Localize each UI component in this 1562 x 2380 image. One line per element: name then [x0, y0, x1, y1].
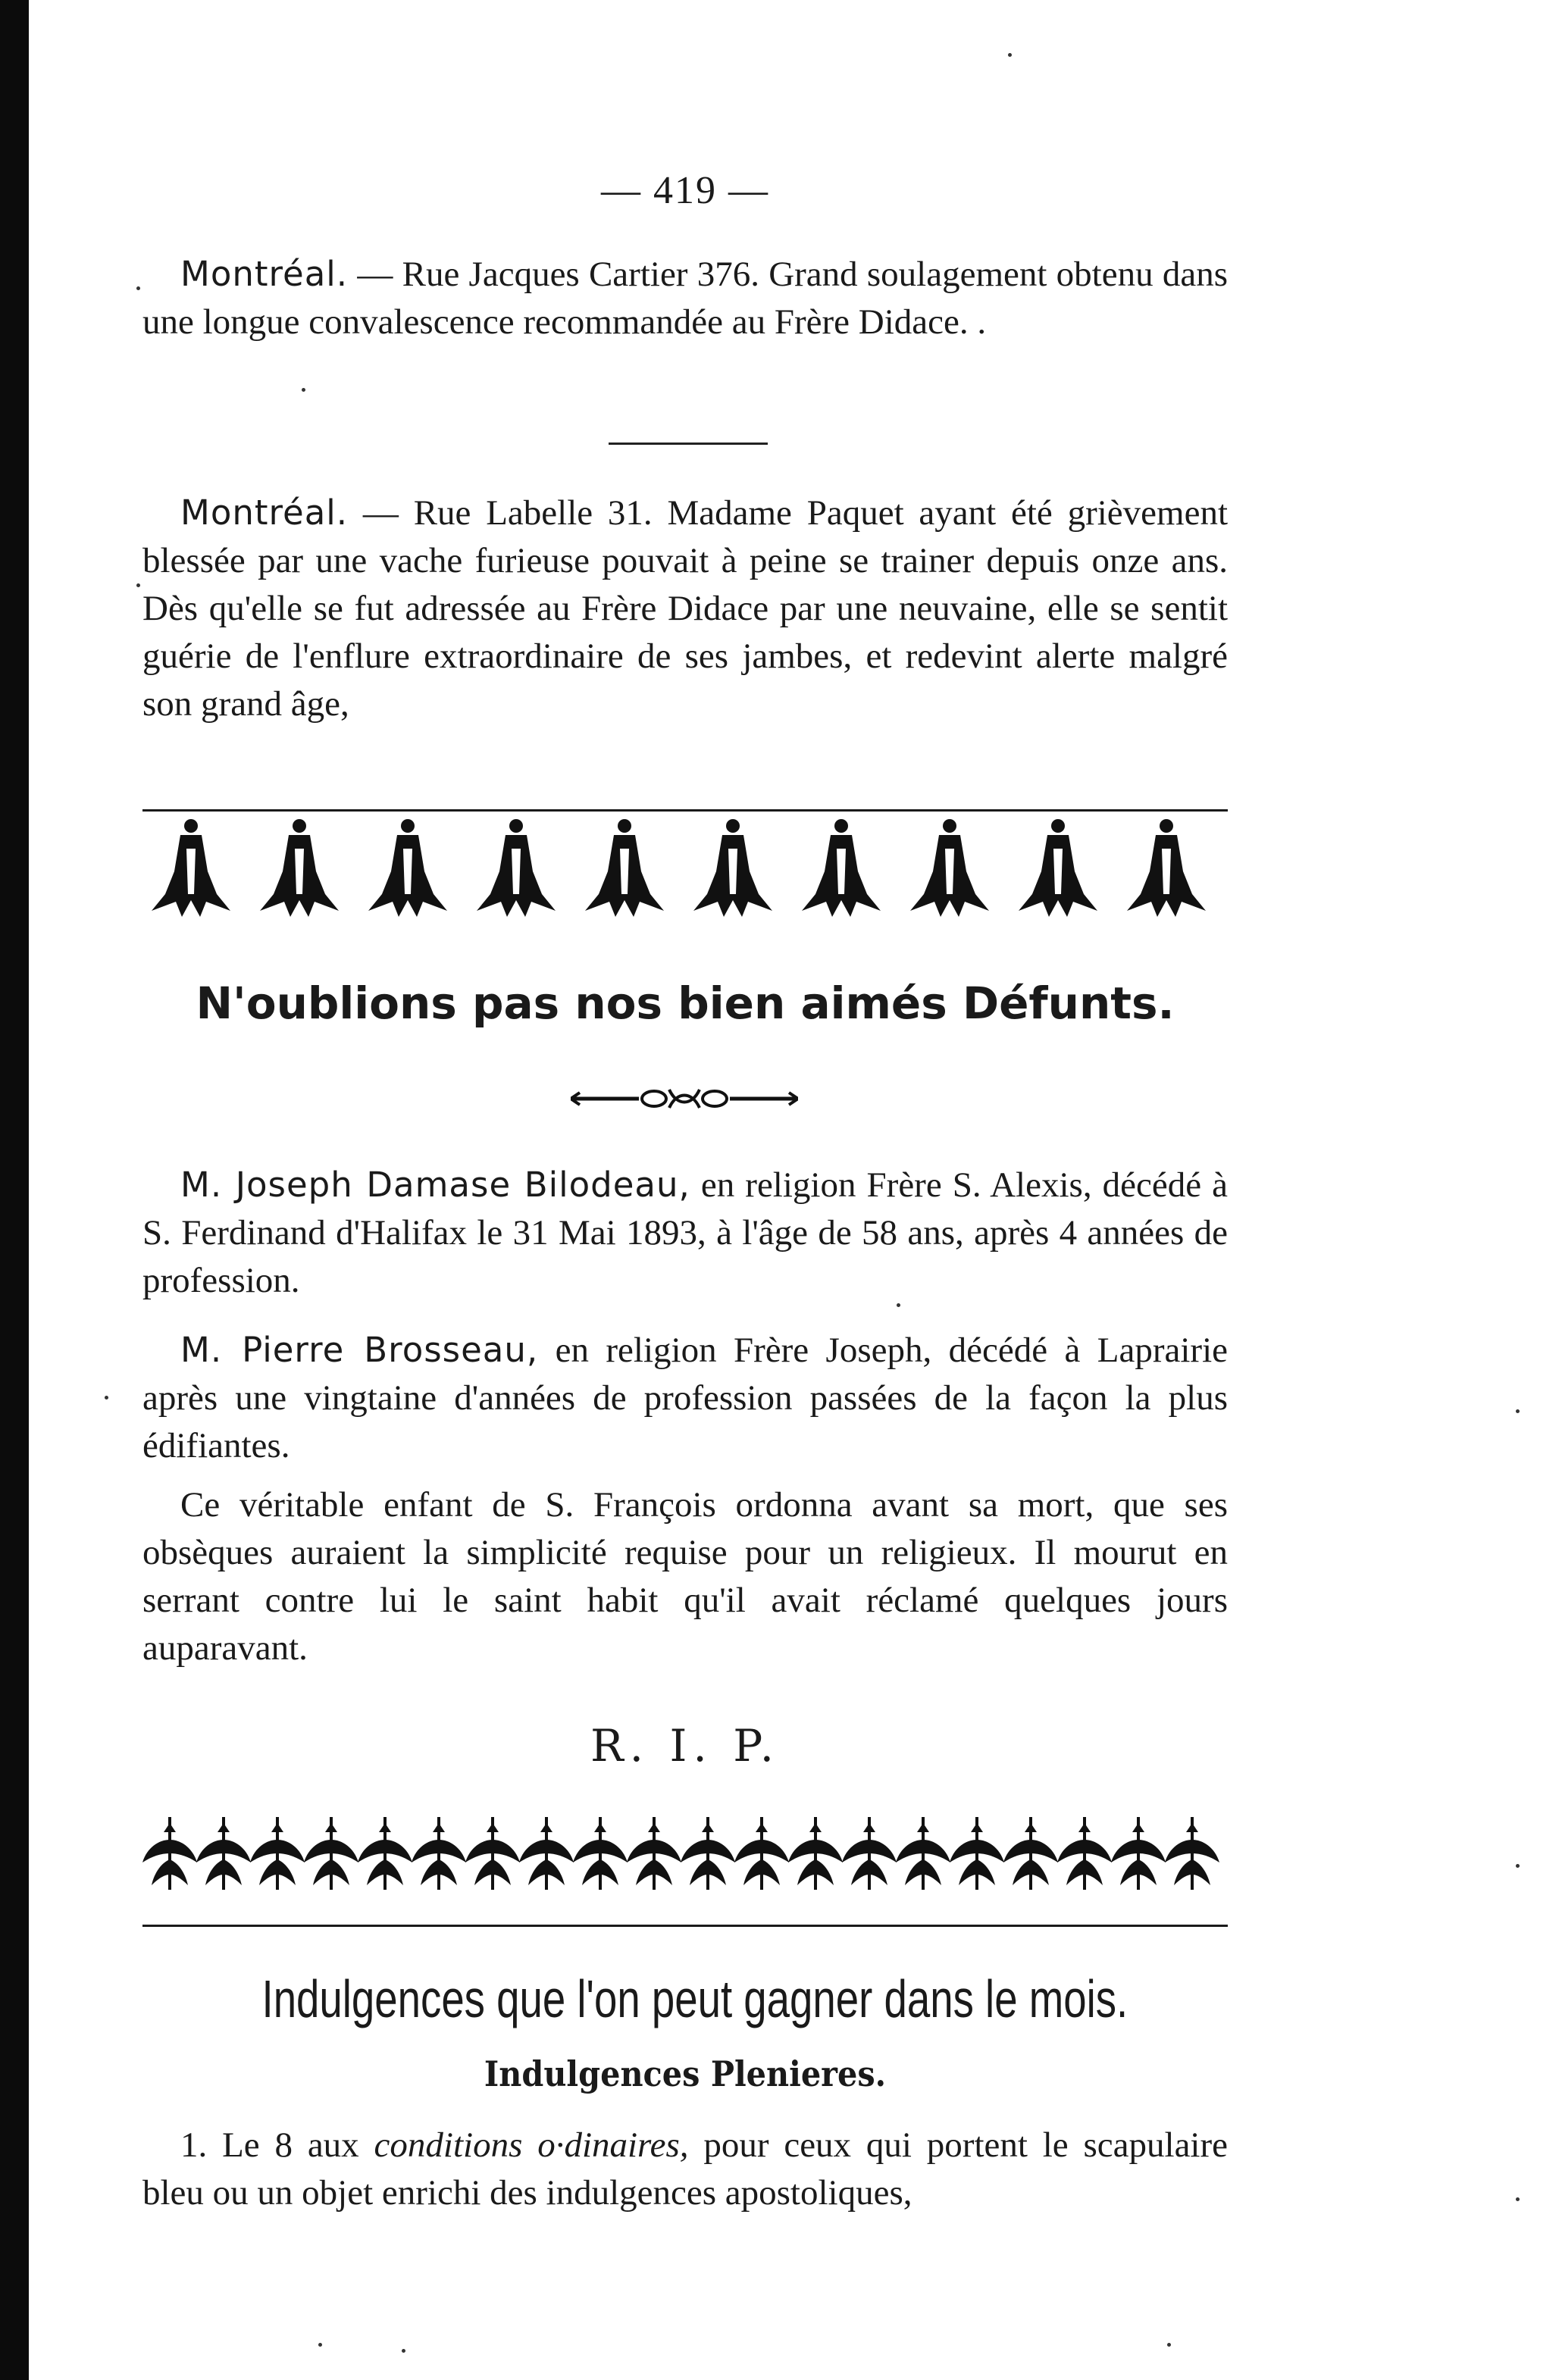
defunt-bilodeau: [142, 1161, 1228, 1305]
indulgences-heading: Indulgences que l'on peut gagner dans le mois.: [261, 1969, 1128, 2028]
scan-speck: [402, 2349, 405, 2353]
indulgence-item-1: [142, 2122, 1228, 2217]
page-number: — 419 —: [601, 169, 769, 212]
defunt-paragraph-text: Ce véritable enfant de S. François ordonna avant sa mort, que ses obsèques auraient la simplicité requise pour un religieux. Il mourut en serrant contre lui le saint habit qu'il avait réclamé quelques jours auparavant.: [142, 1485, 1228, 1668]
item-italic: conditions o·dinaires,: [374, 2125, 689, 2165]
scan-speck: [105, 1396, 108, 1400]
separator-rule: [609, 443, 768, 445]
indulgences-subheading: Indulgences Plenieres.: [484, 2053, 887, 2094]
entry-location: Montréal.: [180, 254, 349, 294]
scan-speck: [1516, 1409, 1520, 1413]
item-rest: pour ceux qui portent le scapulaire bleu ou un objet enrichi des indulgences apostoliques,: [142, 2125, 1229, 2213]
defunt-text: en religion Frère Joseph, décédé à Laprairie après une vingtaine d'années de profession passées de la façon la plus édifiantes.: [142, 1331, 1229, 1465]
scan-speck: [302, 388, 305, 392]
defunts-heading: N'oublions pas nos bien aimés Défunts.: [196, 977, 1175, 1029]
entry-location: Montréal.: [180, 493, 349, 533]
book-spine-shadow: [0, 0, 29, 2380]
scan-speck: [1167, 2343, 1171, 2347]
scan-speck: [318, 2343, 322, 2347]
scan-speck: [136, 286, 140, 290]
defunt-brosseau: [142, 1326, 1228, 1470]
scan-speck: [897, 1303, 900, 1307]
entry-text: — Rue Jacques Cartier 376. Grand soulagement obtenu dans une longue convalescence recommandée au Frère Didace. .: [142, 255, 1228, 342]
bell-ornament-row: [142, 818, 1228, 921]
flourish-ornament: [571, 1084, 798, 1114]
defunt-paragraph: [142, 1481, 1228, 1672]
entry-montreal-2: [142, 489, 1228, 728]
defunt-name: M. Joseph Damase Bilodeau,: [180, 1165, 690, 1205]
entry-text: — Rue Labelle 31. Madame Paquet ayant été grièvement blessée par une vache furieuse pouvait à peine se trainer depuis onze ans. Dès qu'elle se fut adressée au Frère Didace par une neuvaine, elle se sentit guérie de l'enflure extraordinaire de ses jambes, et redevint alerte malgré son grand âge,: [142, 493, 1228, 724]
leaf-band-bottom-rule: [142, 1925, 1228, 1927]
scan-speck: [136, 583, 140, 587]
defunt-name: M. Pierre Brosseau,: [180, 1330, 539, 1370]
defunt-text: en religion Frère S. Alexis, décédé à S. Ferdinand d'Halifax le 31 Mai 1893, à l'âge de 58 ans, après 4 années de profession.: [142, 1165, 1228, 1300]
entry-montreal-1: [142, 250, 1228, 346]
scan-speck: [1516, 2197, 1520, 2201]
bell-band-top-rule: [142, 809, 1228, 812]
scan-speck: [1008, 53, 1012, 57]
rip-label: R. I. P.: [590, 1720, 781, 1772]
scan-speck: [1516, 1864, 1520, 1868]
leaf-ornament-row: [142, 1817, 1228, 1893]
item-lead: 1. Le 8 aux: [180, 2125, 374, 2165]
